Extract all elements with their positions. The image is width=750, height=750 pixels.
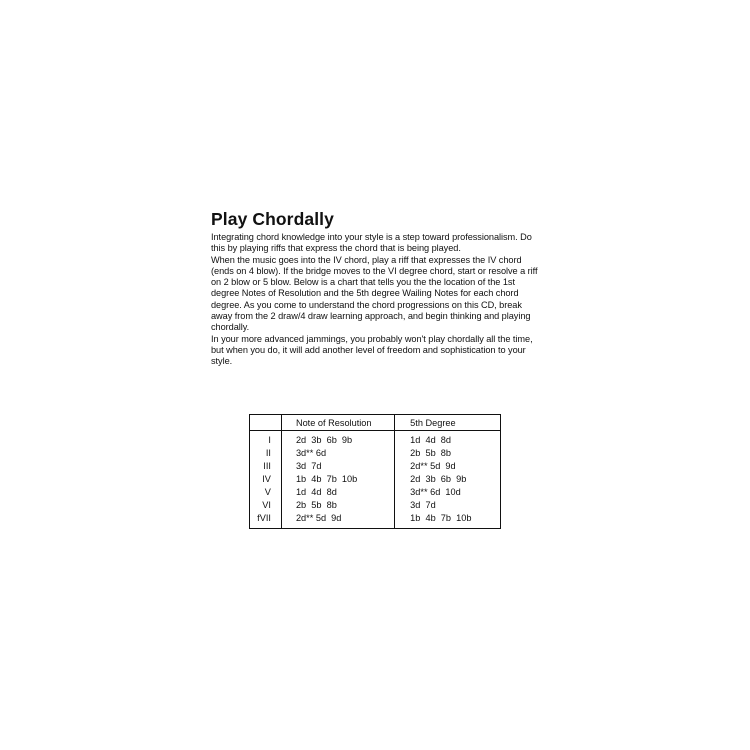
table-row [250,460,501,473]
chord-degree: V [250,486,282,499]
note-of-resolution: 3d 7d [281,460,394,473]
chord-degree: VI [250,499,282,512]
chord-degree-table [249,414,501,529]
article [211,206,541,368]
header-degree [250,415,282,431]
chord-degree: fVII [250,512,282,529]
fifth-degree-notes: 3d 7d [395,499,501,512]
note-of-resolution: 3d** 6d [281,447,394,460]
table-row [250,473,501,486]
note-of-resolution: 2d 3b 6b 9b [281,431,394,448]
chord-degree: II [250,447,282,460]
fifth-degree-notes: 1d 4d 8d [395,431,501,448]
fifth-degree-notes: 3d** 6d 10d [395,486,501,499]
table-row [250,499,501,512]
chord-degree: I [250,431,282,448]
note-of-resolution: 1d 4d 8d [281,486,394,499]
chord-degree: IV [250,473,282,486]
table-header-row [250,415,501,431]
fifth-degree-notes: 1b 4b 7b 10b [395,512,501,529]
page-title: Play Chordally [211,209,334,229]
paragraph-chord-guidance: When the music goes into the IV chord, play a riff that expresses the IV chord (ends on 4 blow). If the bridge moves to the VI degree chord, start or resolve a riff on 2 blow or 5 blow. Below is a chart that tells you the the location of the 1st degree Notes of Resolution and the 5th degree Wailing Notes for each chord degree. As you come to understand the chord progressions on this CD, break away from the 2 draw/4 draw learning approach, and begin thinking and playing chordally. [211,254,538,333]
note-of-resolution: 2b 5b 8b [281,499,394,512]
table-row [250,486,501,499]
table-row [250,447,501,460]
chord-degree: III [250,460,282,473]
header-note-of-resolution: Note of Resolution [281,415,394,431]
fifth-degree-notes: 2d** 5d 9d [395,460,501,473]
note-of-resolution: 1b 4b 7b 10b [281,473,394,486]
paragraph-advanced: In your more advanced jammings, you probably won't play chordally all the time, but when you do, it will add another level of freedom and sophistication to your style. [211,333,533,367]
paragraph-intro: Integrating chord knowledge into your style is a step toward professionalism. Do this by playing riffs that express the chord that is being played. [211,232,532,254]
header-5th-degree: 5th Degree [395,415,501,431]
note-of-resolution: 2d** 5d 9d [281,512,394,529]
table-row [250,512,501,529]
fifth-degree-notes: 2d 3b 6b 9b [395,473,501,486]
fifth-degree-notes: 2b 5b 8b [395,447,501,460]
table-row [250,431,501,448]
